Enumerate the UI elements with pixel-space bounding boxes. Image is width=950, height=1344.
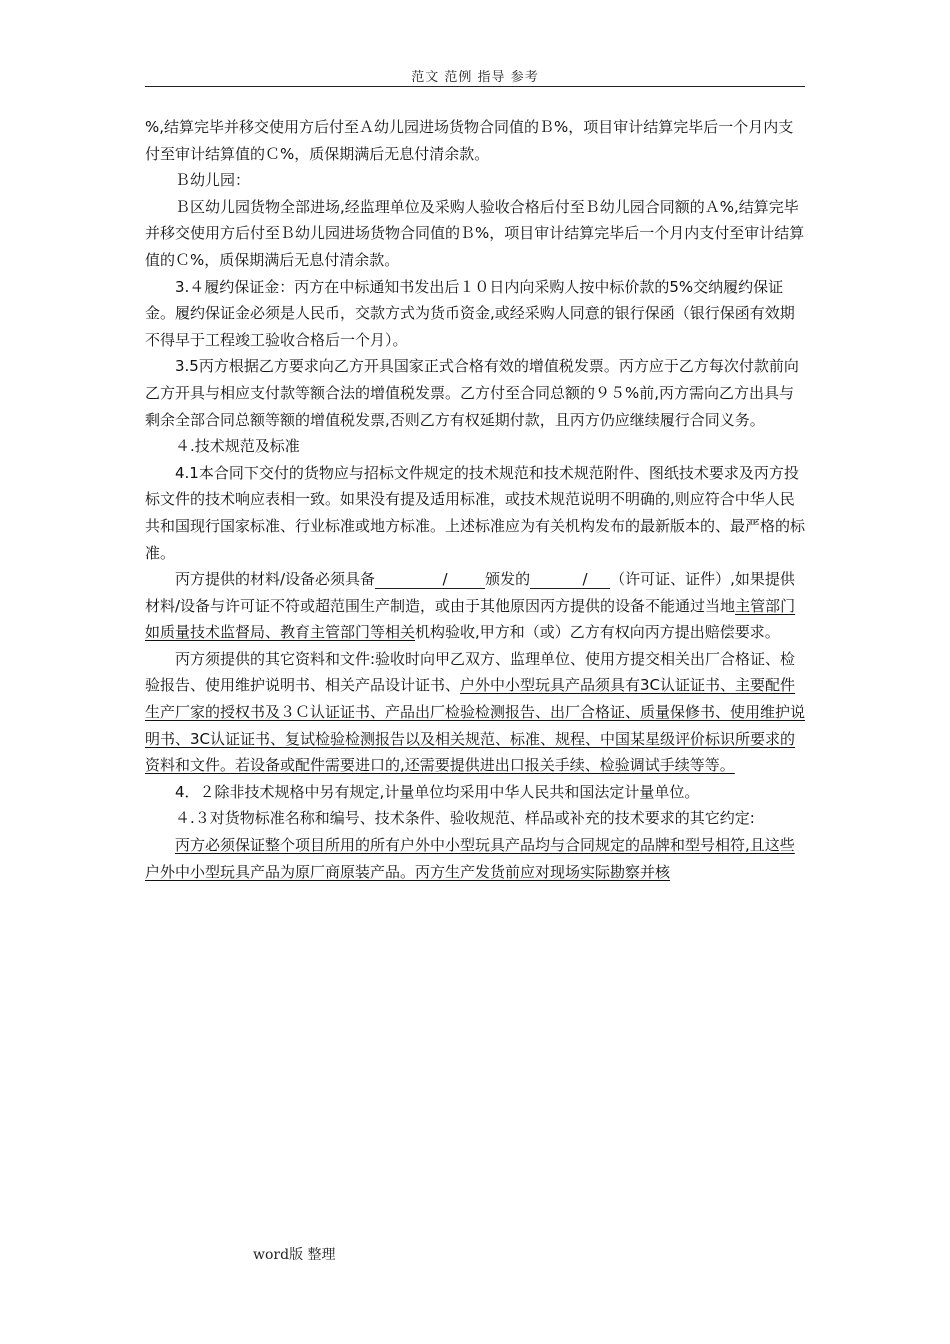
- paragraph-payment-a-cont: %,结算完毕并移交使用方后付至Ａ幼儿园进场货物合同值的Ｂ%，项目审计结算完毕后一个月内支付至审计结算值的Ｃ%，质保期满后无息付清余款。: [145, 118, 794, 163]
- paragraph-payment-b: Ｂ区幼儿园货物全部进场,经监理单位及采购人验收合格后付至Ｂ幼儿园合同额的Ａ%,结算完毕并移交使用方后付至Ｂ幼儿园进场货物合同值的Ｂ%，项目审计结算完毕后一个月内支付至审计结算值的Ｃ%，质保期满后无息付清余款。: [145, 197, 805, 269]
- paragraph-vat-invoice: 3.5丙方根据乙方要求向乙方开具国家正式合格有效的增值税发票。丙方应于乙方每次付款前向乙方开具与相应支付款等额合法的增值税发票。乙方付至合同总额的９５%前,丙方需向乙方出具与剩余全部合同总额等额的增值税发票,否则乙方有权延期付款，且丙方仍应继续履行合同义务。: [145, 357, 799, 429]
- document-body: [145, 114, 807, 885]
- documents-underlined-list: 户外中小型玩具产品须具有3C认证证书、主要配件生产厂家的授权书及３Ｃ认证证书、产品出厂检验检测报告、出厂合格证、质量保修书、使用维护说明书、3C认证证书、复试检验检测报告以及相关规范、标准、规程、中国某星级评价标识所要求的资料和文件。若设备或配件需要进口的,还需要提供进出口报关手续、检验调试手续等等。: [145, 676, 806, 775]
- license-underlined-authorities: 主管部门如质量技术监督局、教育主管部门等相关: [145, 596, 796, 642]
- section-heading-tech-standards: ４.技术规范及标准: [175, 437, 300, 456]
- heading-kindergarten-b: Ｂ幼儿园：: [175, 171, 251, 190]
- license-text-d: 机构验收,甲方和（或）乙方有权向丙方提出赔偿要求。: [415, 623, 780, 642]
- license-blank-type: /: [530, 570, 610, 589]
- paragraph-units: 4．２除非技术规格中另有规定,计量单位均采用中华人民共和国法定计量单位。: [175, 782, 700, 801]
- documents-text-a: 丙方须提供的其它资料和文件:验收时向甲乙双方、监理单位、使用方提交相关出厂合格证、检验报告、使用维护说明书、相关产品设计证书、: [145, 649, 796, 695]
- paragraph-documents: [145, 646, 807, 779]
- license-blank-issuer: /: [375, 570, 485, 589]
- paragraph-tech-spec: 4.1本合同下交付的货物应与招标文件规定的技术规范和技术规范附件、图纸技术要求及丙方投标文件的技术响应表相一致。如果没有提及适用标准，或技术规范说明不明确的,则应符合中华人民共和国现行国家标准、行业标准或地方标准。上述标准应为有关机构发布的最新版本的、最严格的标准。: [145, 463, 806, 562]
- paragraph-performance-bond: 3.４履约保证金：丙方在中标通知书发出后１０日内向采购人按中标价款的5%交纳履约保证金。履约保证金必须是人民币，交款方式为货币资金,或经采购人同意的银行保函（银行保函有效期不得早于工程竣工验收合格后一个月）。: [145, 277, 795, 349]
- license-text-c: （许可证、证件）,如果提供材料/设备与许可证不符或超范围生产制造，或由于其他原因丙方提供的设备不能通过当地: [145, 570, 795, 615]
- header-divider: [145, 86, 805, 87]
- license-text-a: 丙方提供的材料/设备必须具备: [175, 570, 376, 589]
- page-header: 范文 范例 指导 参考: [411, 70, 539, 85]
- license-text-b: 颁发的: [485, 570, 531, 589]
- paragraph-brand-guarantee: 丙方必须保证整个项目所用的所有户外中小型玩具产品均与合同规定的品牌和型号相符,且这些户外中小型玩具产品为原厂商原装产品。丙方生产发货前应对现场实际勘察并核: [145, 836, 795, 881]
- paragraph-standards-agreement: ４.３对货物标准名称和编号、技术条件、验收规范、样品或补充的技术要求的其它约定:: [175, 809, 755, 828]
- page-footer: word版 整理: [253, 1247, 336, 1263]
- paragraph-license: [145, 566, 807, 646]
